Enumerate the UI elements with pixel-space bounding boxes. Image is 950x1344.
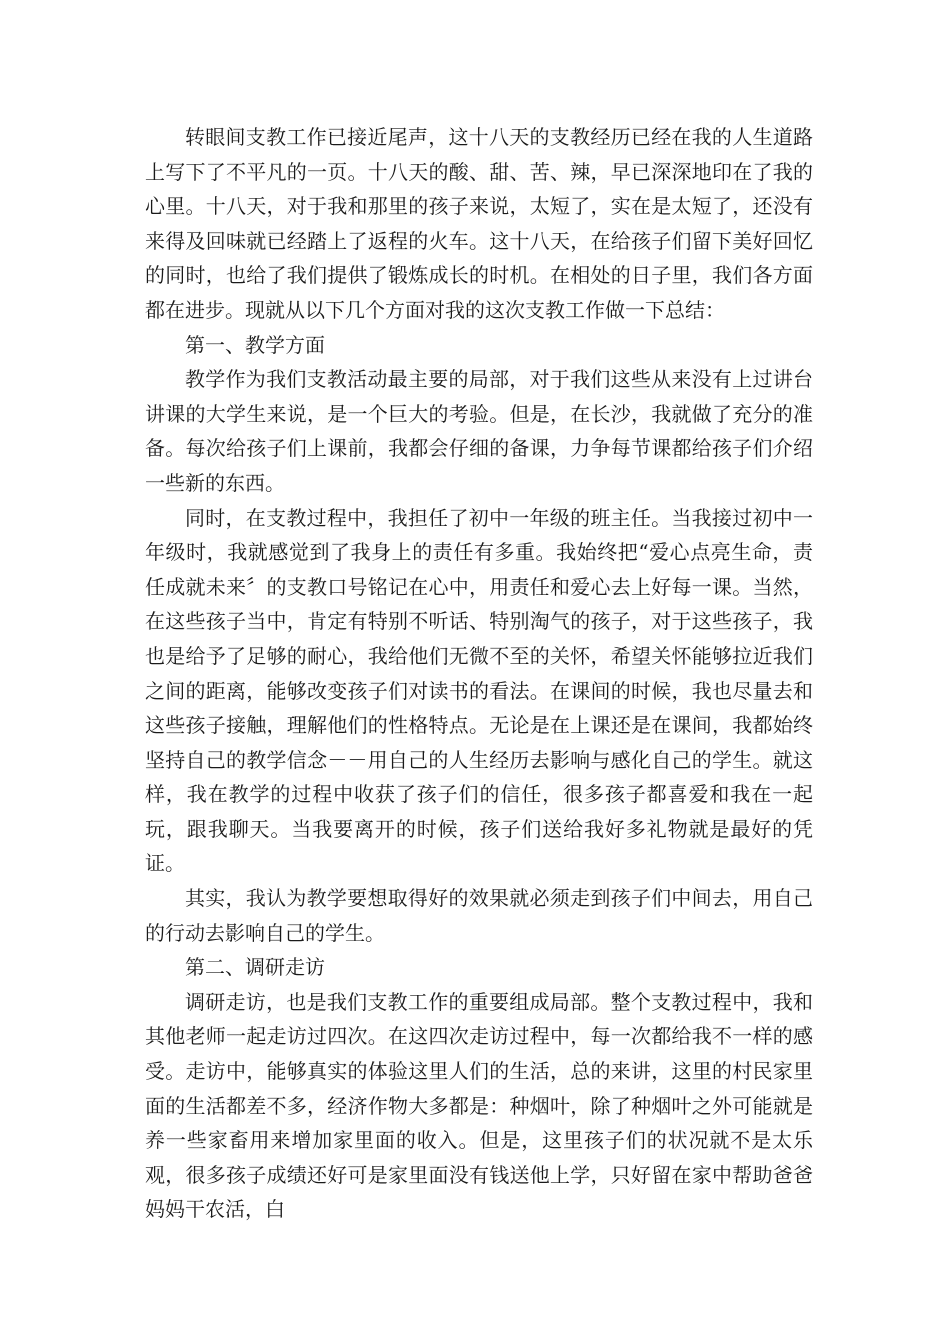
teaching-paragraph-3: 其实，我认为教学要想取得好的效果就必须走到孩子们中间去，用自己的行动去影响自己的学生。 [145,886,813,945]
section-heading-teaching: 第一、教学方面 [185,332,325,357]
teaching-paragraph-1: 教学作为我们支教活动最主要的局部，对于我们这些从来没有上过讲台讲课的大学生来说，是一个巨大的考验。但是，在长沙，我就做了充分的准备。每次给孩子们上课前，我都会仔细的备课，力争每节课都给孩子们介绍一些新的东西。 [145,367,813,495]
intro-paragraph: 转眼间支教工作已接近尾声，这十八天的支教经历已经在我的人生道路上写下了不平凡的一页。十八天的酸、甜、苦、辣，早已深深地印在了我的心里。十八天，对于我和那里的孩子来说，太短了，实在是太短了，还没有来得及回味就已经踏上了返程的火车。这十八天，在给孩子们留下美好回忆的同时，也给了我们提供了锻炼成长的时机。在相处的日子里，我们各方面都在进步。现就从以下几个方面对我的这次支教工作做一下总结： [145,125,813,322]
document-body [145,120,813,1227]
section-heading-research: 第二、调研走访 [185,955,325,980]
research-paragraph-1: 调研走访，也是我们支教工作的重要组成局部。整个支教过程中，我和其他老师一起走访过四次。在这四次走访过程中，每一次都给我不一样的感受。走访中，能够真实的体验这里人们的生活，总的来讲，这里的村民家里面的生活都差不多，经济作物大多都是：种烟叶，除了种烟叶之外可能就是养一些家畜用来增加家里面的收入。但是，这里孩子们的状况就不是太乐观，很多孩子成绩还好可是家里面没有钱送他上学，只好留在家中帮助爸爸妈妈干农活，白 [145,989,813,1222]
teaching-paragraph-2: 同时，在支教过程中，我担任了初中一年级的班主任。当我接过初中一年级时，我就感觉到了我身上的责任有多重。我始终把“爱心点亮生命，责任成就未来〞的支教口号铭记在心中，用责任和爱心去上好每一课。当然，在这些孩子当中，肯定有特别不听话、特别淘气的孩子，对于这些孩子，我也是给予了足够的耐心，我给他们无微不至的关怀，希望关怀能够拉近我们之间的距离，能够改变孩子们对读书的看法。在课间的时候，我也尽量去和这些孩子接触，理解他们的性格特点。无论是在上课还是在课间，我都始终坚持自己的教学信念－－用自己的人生经历去影响与感化自己的学生。就这样，我在教学的过程中收获了孩子们的信任，很多孩子都喜爱和我在一起玩，跟我聊天。当我要离开的时候，孩子们送给我好多礼物就是最好的凭证。 [145,505,813,876]
